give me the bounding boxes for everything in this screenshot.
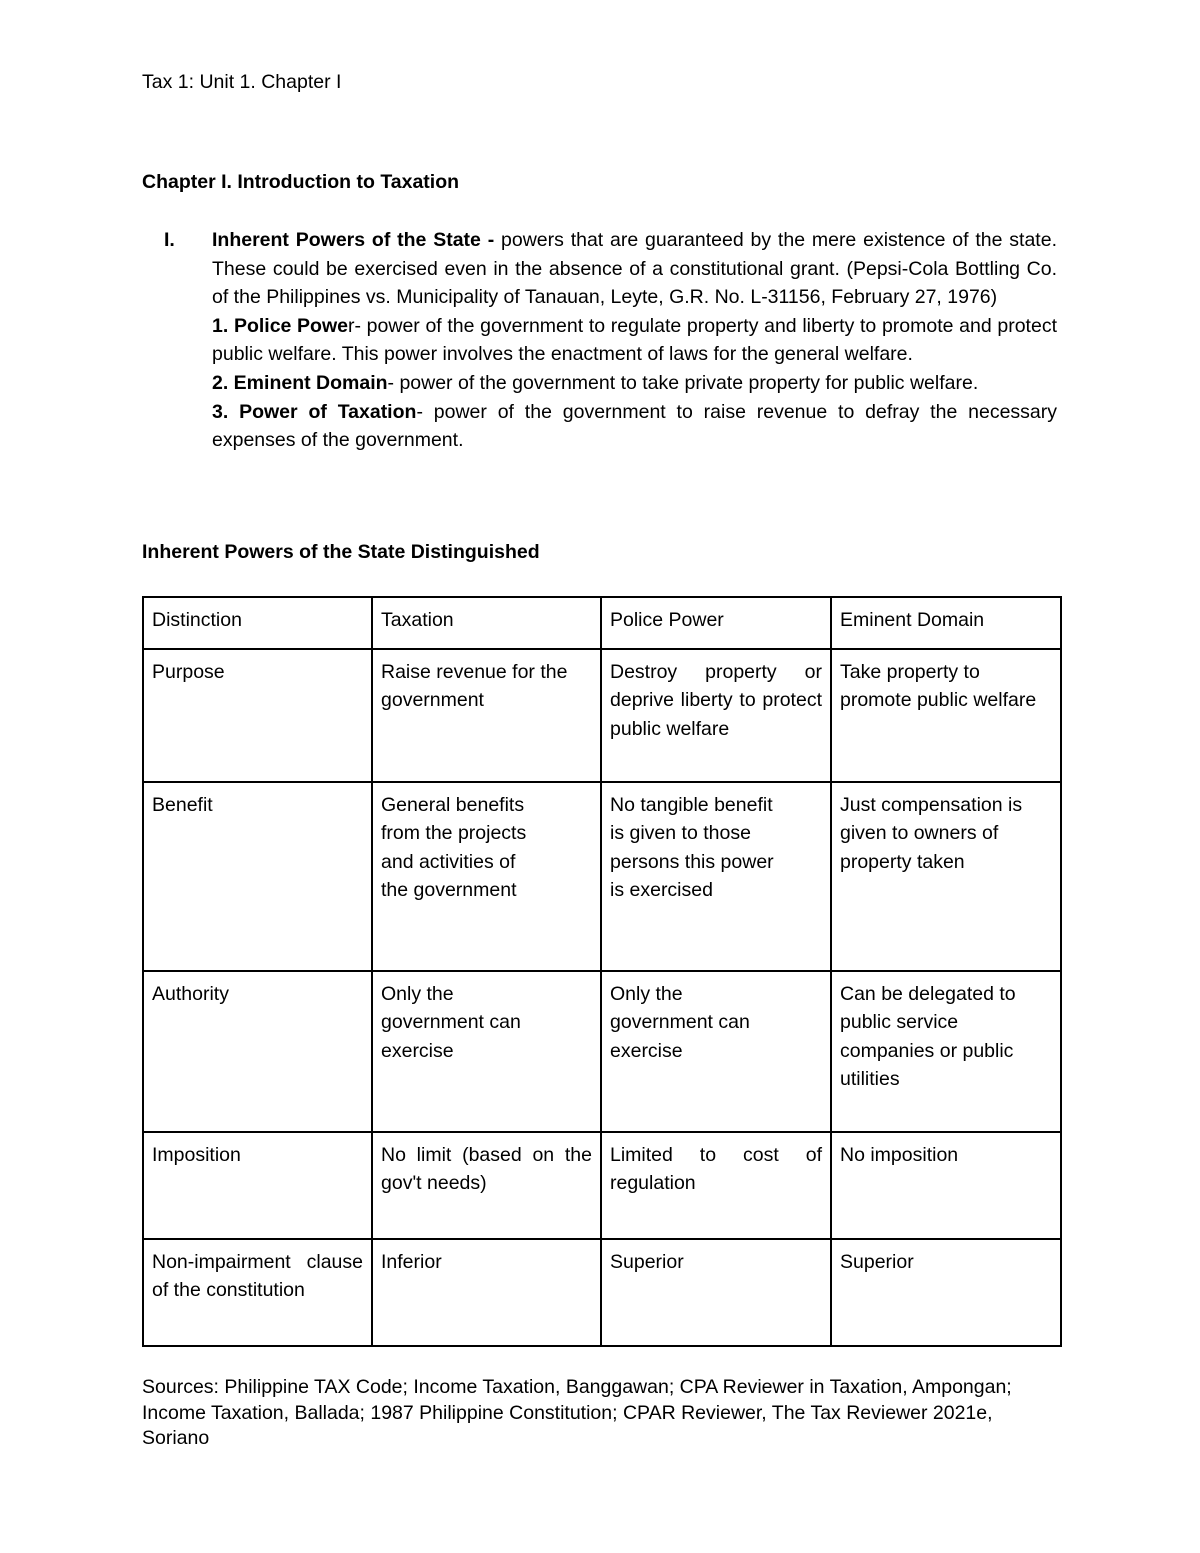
table-row (143, 1239, 1061, 1346)
table-cell-taxation: Only the government can exercise (372, 971, 601, 1132)
table-cell-distinction: Imposition (143, 1132, 372, 1239)
power-label: 3. Power of Taxation (212, 400, 417, 423)
table-cell-taxation: Inferior (372, 1239, 601, 1346)
table-cell-police-power: Limited to cost of regulation (601, 1132, 831, 1239)
power-text: - power of the government to raise revenue to defray the necessary expenses of the government. (212, 400, 1057, 452)
table-cell-police-power: Destroy property or deprive liberty to protect public welfare (601, 649, 831, 782)
table-cell-distinction: Benefit (143, 782, 372, 971)
section-definition (212, 226, 1057, 312)
power-label: 1. Police Powe (212, 314, 348, 337)
power-item-eminent-domain (212, 369, 1057, 398)
table-row (143, 649, 1061, 782)
power-item-taxation (212, 398, 1057, 455)
table-cell-police-power: Only the government can exercise (601, 971, 831, 1132)
table-cell-eminent-domain: Superior (831, 1239, 1061, 1346)
section-term: Inherent Powers of the State - (212, 229, 495, 251)
sources-note: Sources: Philippine TAX Code; Income Taxation, Banggawan; CPA Reviewer in Taxation, Ampongan; Income Taxation, Ballada; 1987 Philippine Constitution; CPAR Reviewer, The Tax Reviewer 2021e, Soriano (142, 1376, 1012, 1449)
power-text: - power of the government to take private property for public welfare. (387, 371, 979, 394)
power-text: - power of the government to regulate property and liberty to promote and protect public welfare. This power involves the enactment of laws for the general welfare. (212, 314, 1057, 366)
power-label-rest: r (348, 314, 355, 337)
section-inherent-powers (142, 226, 1057, 455)
chapter-title: Chapter I. Introduction to Taxation (142, 171, 460, 193)
table-cell-eminent-domain: Just compensation is given to owners of property taken (831, 782, 1061, 971)
table-header-row (143, 597, 1061, 649)
running-header: Tax 1: Unit 1. Chapter I (142, 71, 342, 93)
column-header: Police Power (601, 597, 831, 649)
column-header: Eminent Domain (831, 597, 1061, 649)
power-label: 2. Eminent Domain (212, 371, 388, 394)
table-row (143, 971, 1061, 1132)
table-cell-taxation: No limit (based on the gov't needs) (372, 1132, 601, 1239)
table-cell-eminent-domain: Can be delegated to public service companies or public utilities (831, 971, 1061, 1132)
section-body (212, 226, 1057, 455)
table-cell-distinction: Non-impairment clause of the constitution (143, 1239, 372, 1346)
table-cell-distinction: Purpose (143, 649, 372, 782)
table-cell-eminent-domain: No imposition (831, 1132, 1061, 1239)
powers-comparison-table (142, 596, 1062, 1347)
table-cell-taxation: Raise revenue for the government (372, 649, 601, 782)
table-cell-distinction: Authority (143, 971, 372, 1132)
table-heading: Inherent Powers of the State Distinguished (142, 541, 540, 563)
column-header: Distinction (143, 597, 372, 649)
section-definition-text: powers that are guaranteed by the mere existence of the state. These could be exercised even in the absence of a constitutional grant. (Pepsi-Cola Bottling Co. of the Philippines vs. Municipality of Tanauan, Leyte, G.R. No. L-31156, February 27, 1976) (212, 229, 1057, 309)
power-item-police (212, 312, 1057, 369)
table-cell-police-power: Superior (601, 1239, 831, 1346)
table-row (143, 782, 1061, 971)
section-numeral: I. (164, 229, 175, 251)
table-row (143, 1132, 1061, 1239)
table-cell-taxation: General benefits from the projects and activities of the government (372, 782, 601, 971)
table-cell-police-power: No tangible benefit is given to those persons this power is exercised (601, 782, 831, 971)
column-header: Taxation (372, 597, 601, 649)
table-cell-eminent-domain: Take property to promote public welfare (831, 649, 1061, 782)
